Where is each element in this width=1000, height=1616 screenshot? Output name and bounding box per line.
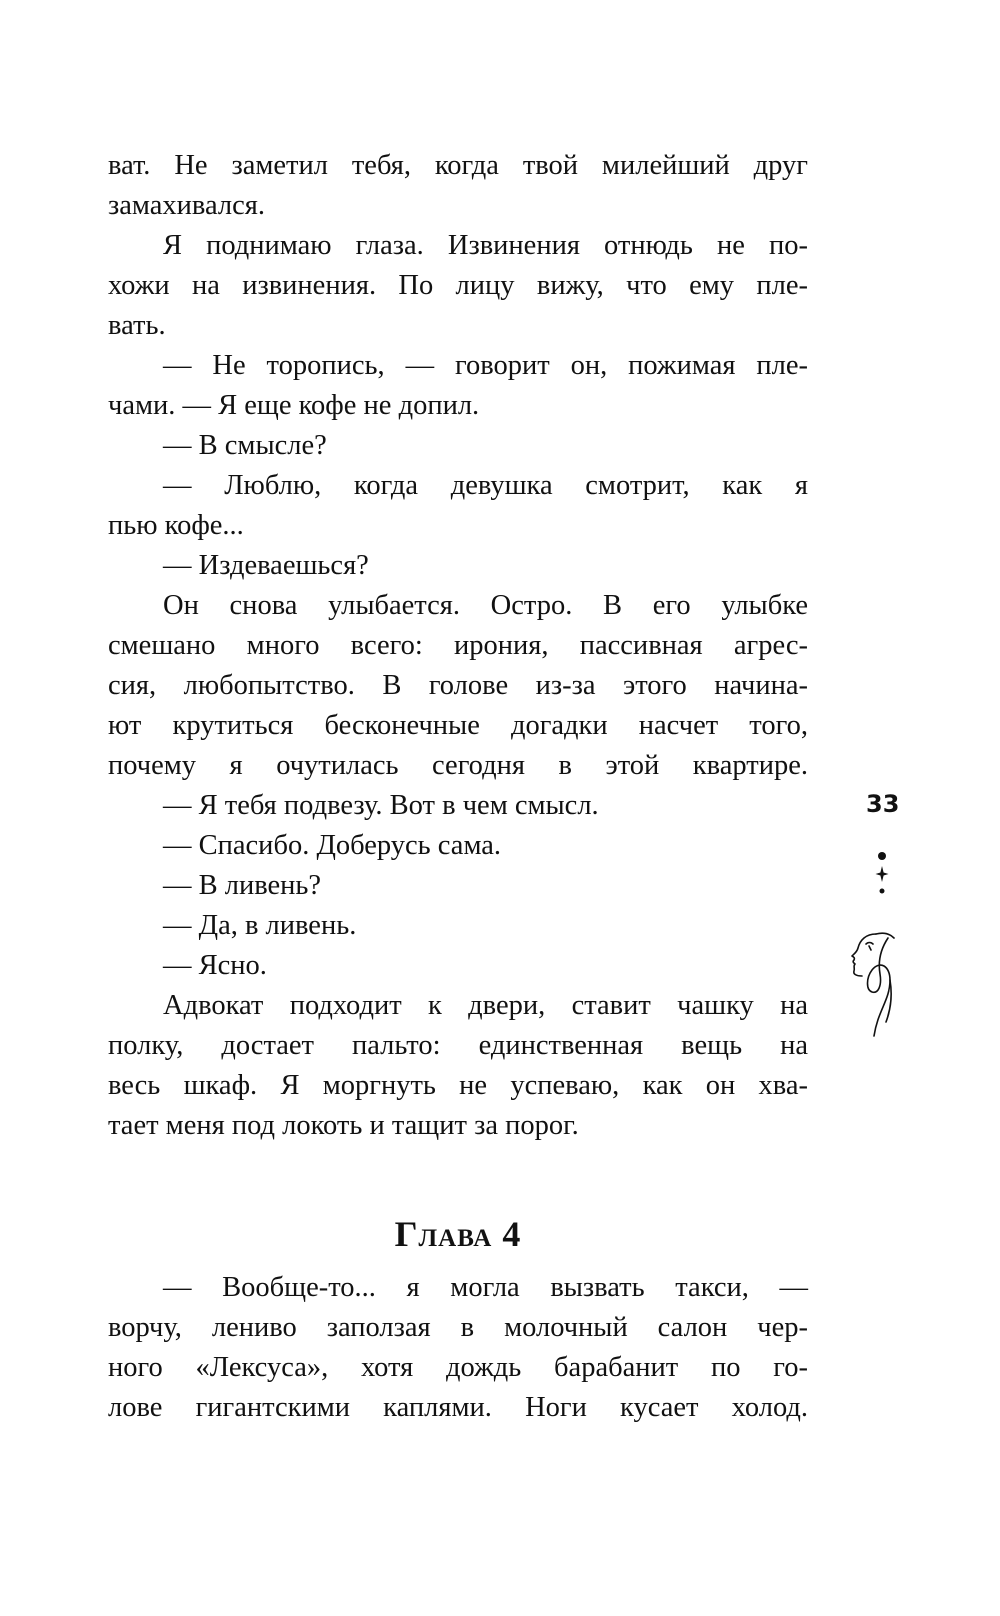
face-profile-illustration (840, 930, 900, 1040)
text-block-before-chapter (108, 146, 808, 1146)
text-line: Он снова улыбается. Остро. В его улыбке (163, 590, 808, 621)
text-line: — В ливень? (163, 870, 322, 901)
text-line: полку, достает пальто: единственная вещь на (108, 1030, 808, 1061)
page-number: 33 (866, 790, 900, 818)
text-line: замахивался. (108, 190, 265, 221)
text-line: почему я очутилась сегодня в этой квартире. (108, 750, 808, 781)
text-line: — Спасибо. Доберусь сама. (163, 830, 502, 861)
text-line: ват. Не заметил тебя, когда твой милейший друг (108, 150, 808, 181)
text-line: хожи на извинения. По лицу вижу, что ему пле- (108, 270, 808, 301)
text-line: — Люблю, когда девушка смотрит, как я (163, 470, 808, 501)
text-line: ворчу, лениво заползая в молочный салон чер- (108, 1312, 808, 1343)
chapter-title: Глава 4 (394, 1214, 522, 1254)
text-line: лове гигантскими каплями. Ноги кусает холод. (108, 1392, 808, 1423)
text-line: ют крутиться бесконечные догадки насчет того, (108, 710, 808, 741)
text-block-chapter-4 (108, 1268, 808, 1428)
text-line: вать. (108, 310, 166, 341)
text-line: — В смысле? (163, 430, 327, 461)
dot-star-ornament-icon (870, 850, 894, 900)
text-line: — Издеваешься? (163, 550, 369, 581)
text-line: — Не торопись, — говорит он, пожимая пле- (163, 350, 808, 381)
text-line: смешано много всего: ирония, пассивная агрес- (108, 630, 808, 661)
text-line: сия, любопытство. В голове из-за этого начина- (108, 670, 808, 701)
text-line: пью кофе... (108, 510, 244, 541)
text-line: — Ясно. (163, 950, 267, 981)
text-line: чами. — Я еще кофе не допил. (108, 390, 480, 421)
text-line: Я поднимаю глаза. Извинения отнюдь не по- (163, 230, 808, 261)
text-line: весь шкаф. Я моргнуть не успеваю, как он хва- (108, 1070, 808, 1101)
text-line: — Я тебя подвезу. Вот в чем смысл. (163, 790, 599, 821)
text-line: ного «Лексуса», хотя дождь барабанит по го- (108, 1352, 808, 1383)
text-line: тает меня под локоть и тащит за порог. (108, 1110, 579, 1141)
text-line: — Да, в ливень. (163, 910, 357, 941)
text-line: Адвокат подходит к двери, ставит чашку на (163, 990, 808, 1021)
text-line: — Вообще-то... я могла вызвать такси, — (163, 1272, 808, 1303)
